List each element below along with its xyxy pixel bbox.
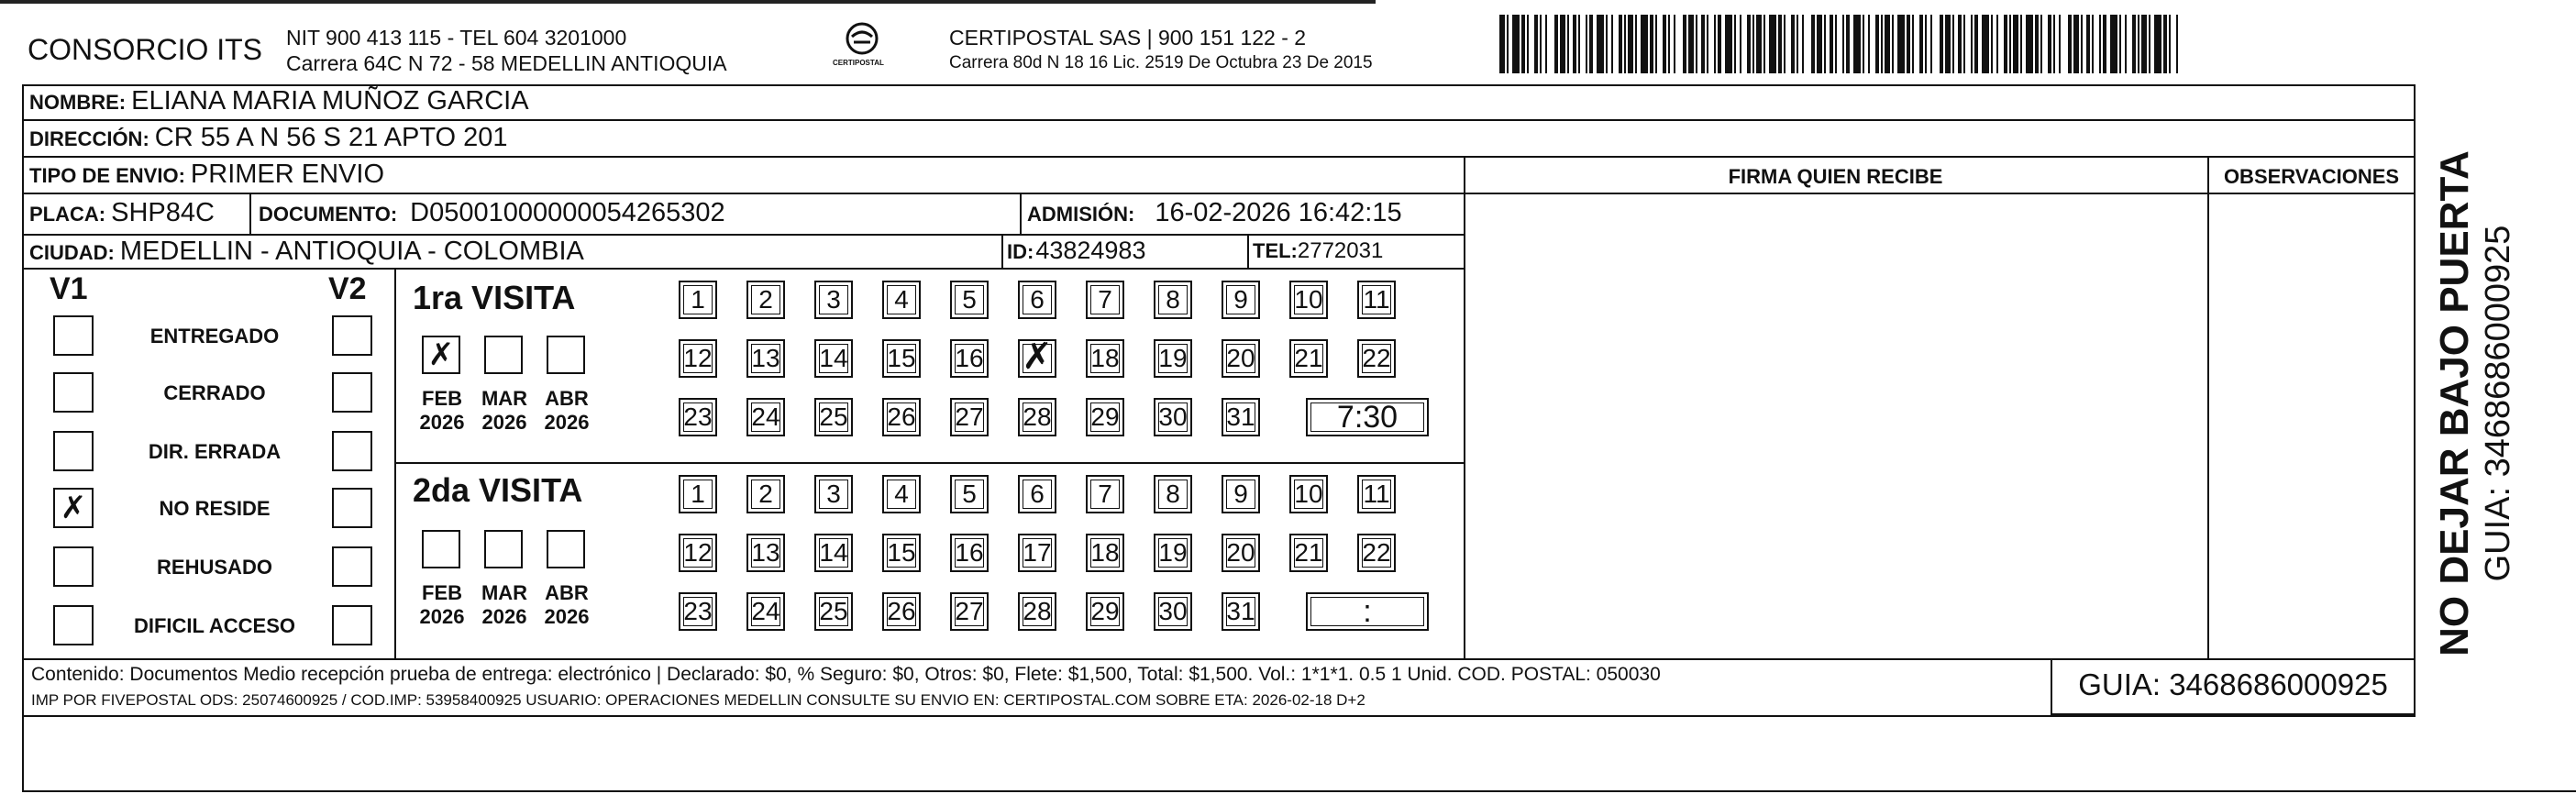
month-checkbox[interactable] — [484, 336, 523, 374]
direccion-value: CR 55 A N 56 S 21 APTO 201 — [154, 123, 508, 152]
day-box[interactable]: 9 — [1222, 475, 1260, 513]
day-box[interactable]: 6 — [1018, 281, 1056, 319]
day-box[interactable]: 23 — [679, 398, 717, 436]
tipo-value: PRIMER ENVIO — [190, 160, 385, 189]
nombre-row — [29, 86, 529, 116]
day-box[interactable]: 1 — [679, 475, 717, 513]
month-name: MAR — [481, 387, 528, 410]
day-box[interactable]: 21 — [1289, 534, 1328, 572]
company-line1: NIT 900 413 115 - TEL 604 3201000 — [286, 26, 627, 50]
observaciones-header: OBSERVACIONES — [2223, 165, 2400, 188]
day-box[interactable]: 3 — [814, 475, 853, 513]
day-box[interactable]: 28 — [1018, 592, 1056, 631]
admision-value: 16-02-2026 16:42:15 — [1155, 198, 1402, 227]
status-label: DIR. ERRADA — [148, 440, 282, 463]
month-year: 2026 — [481, 411, 527, 434]
placa-label: PLACA: — [29, 203, 106, 226]
company-name: CONSORCIO ITS — [28, 33, 263, 66]
direccion-row — [29, 123, 508, 153]
footer-line2: IMP POR FIVEPOSTAL ODS: 25074600925 / COD.IMP: 53958400925 USUARIO: OPERACIONES MEDELLIN CONSULTE SU ENVIO EN: CERTIPOSTAL.COM SOBRE ETA: 2026-02-18 D+2 — [31, 691, 1365, 709]
month-year: 2026 — [481, 605, 527, 628]
day-box[interactable]: 17 — [1018, 534, 1056, 572]
status-v2-checkbox[interactable] — [332, 605, 372, 645]
day-box[interactable]: 26 — [882, 398, 921, 436]
day-box[interactable]: 20 — [1222, 339, 1260, 378]
day-box[interactable]: 19 — [1154, 534, 1192, 572]
status-v1-checkbox[interactable] — [53, 546, 94, 587]
status-v2-checkbox[interactable] — [332, 315, 372, 356]
documento-value: D05001000000054265302 — [410, 198, 725, 227]
logo-text: CERTIPOSTAL — [833, 59, 884, 67]
status-v1-checkbox[interactable] — [53, 431, 94, 471]
visit2-title: 2da VISITA — [413, 471, 583, 509]
day-box[interactable]: 7 — [1086, 281, 1124, 319]
status-label: NO RESIDE — [159, 497, 271, 520]
day-box[interactable]: 29 — [1086, 592, 1124, 631]
day-box[interactable]: 22 — [1357, 534, 1396, 572]
firma-header: FIRMA QUIEN RECIBE — [1728, 165, 1943, 188]
side-warning — [2432, 110, 2570, 697]
day-box[interactable]: 18 — [1086, 339, 1124, 378]
day-box[interactable]: 24 — [746, 592, 785, 631]
day-box[interactable]: 30 — [1154, 398, 1192, 436]
day-box[interactable]: 1 — [679, 281, 717, 319]
tipo-row — [29, 160, 384, 190]
day-box[interactable]: 15 — [882, 339, 921, 378]
day-box[interactable]: 13 — [746, 339, 785, 378]
scan-edge — [0, 0, 1376, 4]
month-checkbox[interactable] — [422, 530, 460, 568]
day-box[interactable]: 9 — [1222, 281, 1260, 319]
day-box[interactable]: 12 — [679, 339, 717, 378]
ciudad-label: CIUDAD: — [29, 241, 115, 264]
day-box[interactable]: 27 — [950, 592, 989, 631]
no-dejar-text: NO DEJAR BAJO PUERTA — [2432, 150, 2477, 656]
id-row — [1007, 237, 1145, 265]
month-year: 2026 — [544, 411, 590, 434]
day-box[interactable]: 15 — [882, 534, 921, 572]
tel-value: 2772031 — [1297, 238, 1384, 263]
ciudad-row — [29, 237, 584, 267]
id-value: 43824983 — [1035, 237, 1146, 264]
status-label: ENTREGADO — [149, 325, 280, 347]
month-label — [415, 387, 470, 435]
day-box[interactable]: 13 — [746, 534, 785, 572]
month-name: ABR — [545, 581, 589, 604]
month-name: FEB — [422, 387, 462, 410]
carrier-line2: Carrera 80d N 18 16 Lic. 2519 De Octubra 23 De 2015 — [949, 53, 1373, 72]
day-box[interactable]: 16 — [950, 339, 989, 378]
day-box[interactable]: 10 — [1289, 281, 1328, 319]
month-checkbox[interactable] — [547, 336, 585, 374]
day-box[interactable]: 20 — [1222, 534, 1260, 572]
status-label: CERRADO — [163, 381, 266, 404]
day-box[interactable]: 5 — [950, 281, 989, 319]
status-v1-checkbox[interactable]: ✗ — [53, 488, 94, 528]
month-checkbox[interactable]: ✗ — [422, 336, 460, 374]
day-box[interactable]: 14 — [814, 534, 853, 572]
tel-row — [1253, 238, 1383, 264]
barcode — [1499, 15, 2178, 73]
day-box[interactable]: 26 — [882, 592, 921, 631]
day-box[interactable]: 6 — [1018, 475, 1056, 513]
month-name: ABR — [545, 387, 589, 410]
company-line2: Carrera 64C N 72 - 58 MEDELLIN ANTIOQUIA — [286, 51, 727, 75]
day-box[interactable]: 29 — [1086, 398, 1124, 436]
day-box[interactable]: 8 — [1154, 281, 1192, 319]
documento-label: DOCUMENTO: — [259, 203, 398, 226]
nombre-label: NOMBRE: — [29, 91, 127, 114]
day-box[interactable]: 18 — [1086, 534, 1124, 572]
admision-label: ADMISIÓN: — [1027, 203, 1135, 226]
admision-row — [1027, 198, 1402, 228]
status-v1-checkbox[interactable] — [53, 315, 94, 356]
day-box[interactable]: 25 — [814, 592, 853, 631]
day-box[interactable]: 5 — [950, 475, 989, 513]
month-label — [477, 581, 532, 629]
status-v2-checkbox[interactable] — [332, 431, 372, 471]
day-box[interactable]: 4 — [882, 281, 921, 319]
day-box[interactable]: 16 — [950, 534, 989, 572]
day-box[interactable]: 12 — [679, 534, 717, 572]
status-v1-checkbox[interactable] — [53, 372, 94, 413]
day-mark: ✗ — [1022, 336, 1053, 378]
status-v2-checkbox[interactable] — [332, 546, 372, 587]
day-box[interactable]: 8 — [1154, 475, 1192, 513]
day-box[interactable]: 25 — [814, 398, 853, 436]
nombre-value: ELIANA MARIA MUÑOZ GARCIA — [131, 86, 529, 116]
day-box[interactable]: 23 — [679, 592, 717, 631]
v1-label: V1 — [50, 271, 88, 306]
month-checkbox[interactable] — [484, 530, 523, 568]
carrier-line1: CERTIPOSTAL SAS | 900 151 122 - 2 — [949, 26, 1307, 50]
day-box[interactable]: 11 — [1357, 475, 1396, 513]
visit1-title: 1ra VISITA — [413, 279, 576, 316]
documento-row — [259, 198, 725, 228]
day-box[interactable]: 28 — [1018, 398, 1056, 436]
day-box[interactable]: 2 — [746, 475, 785, 513]
month-year: 2026 — [419, 411, 465, 434]
month-label — [477, 387, 532, 435]
month-label — [539, 581, 594, 629]
time-box[interactable]: : — [1306, 592, 1429, 631]
day-box[interactable] — [1018, 339, 1056, 378]
day-box[interactable]: 19 — [1154, 339, 1192, 378]
day-box[interactable]: 14 — [814, 339, 853, 378]
day-box[interactable]: 24 — [746, 398, 785, 436]
tipo-label: TIPO DE ENVIO: — [29, 164, 185, 187]
day-box[interactable]: 4 — [882, 475, 921, 513]
day-box[interactable]: 22 — [1357, 339, 1396, 378]
day-box[interactable]: 2 — [746, 281, 785, 319]
month-year: 2026 — [419, 605, 465, 628]
status-label: REHUSADO — [157, 556, 272, 579]
month-checkbox[interactable] — [547, 530, 585, 568]
placa-value: SHP84C — [111, 198, 215, 227]
day-box[interactable]: 27 — [950, 398, 989, 436]
day-box[interactable]: 7 — [1086, 475, 1124, 513]
day-box[interactable]: 10 — [1289, 475, 1328, 513]
ciudad-value: MEDELLIN - ANTIOQUIA - COLOMBIA — [119, 237, 584, 266]
direccion-label: DIRECCIÓN: — [29, 127, 149, 150]
month-label — [539, 387, 594, 435]
month-label — [415, 581, 470, 629]
placa-row — [29, 198, 215, 228]
day-box[interactable]: 3 — [814, 281, 853, 319]
footer-line1: Contenido: Documentos Medio recepción prueba de entrega: electrónico | Declarado: $0, % Seguro: $0, Otros: $0, Flete: $1,500, Total: $1,500. Vol.: 1*1*1. 0.5 1 Unid. COD. POSTAL: 050030 — [31, 664, 1661, 685]
side-guia-text: GUIA: 3468686000925 — [2479, 225, 2517, 582]
time-box[interactable]: 7:30 — [1306, 398, 1429, 436]
day-box[interactable]: 31 — [1222, 592, 1260, 631]
id-label: ID: — [1007, 240, 1034, 263]
month-year: 2026 — [544, 605, 590, 628]
month-name: MAR — [481, 581, 528, 604]
month-name: FEB — [422, 581, 462, 604]
status-label: DIFICIL ACCESO — [133, 614, 295, 637]
v2-label: V2 — [328, 271, 367, 306]
status-v2-checkbox[interactable] — [332, 372, 372, 413]
tel-label: TEL: — [1253, 239, 1298, 262]
status-v1-checkbox[interactable] — [53, 605, 94, 645]
day-box[interactable]: 21 — [1289, 339, 1328, 378]
day-box[interactable]: 31 — [1222, 398, 1260, 436]
status-v2-checkbox[interactable] — [332, 488, 372, 528]
day-box[interactable]: 30 — [1154, 592, 1192, 631]
day-box[interactable]: 11 — [1357, 281, 1396, 319]
guia-box: GUIA: 3468686000925 — [2078, 667, 2388, 701]
